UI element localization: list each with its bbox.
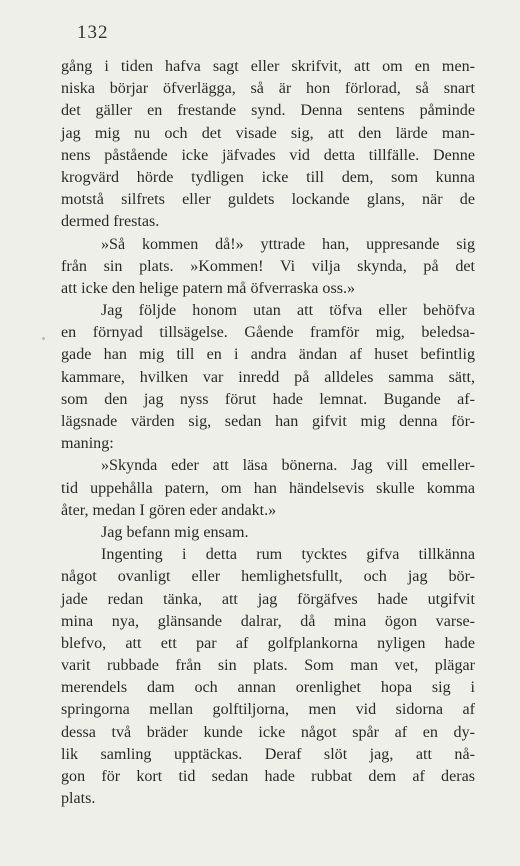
text-line: krogvärd hörde tydligen icke till dem, som kunna [61, 168, 475, 186]
text-line: tid uppehålla patern, om han händelsevis skulle komma [61, 479, 475, 497]
text-line: »Skynda eder att läsa bönerna. Jag vill emeller- [101, 457, 475, 475]
paper-speck [42, 337, 45, 340]
text-line: lägsnade värden sig, sedan han gifvit mig denna för- [61, 413, 475, 430]
text-line: springorna mellan golftiljorna, men vid sidorna af [61, 701, 475, 719]
text-line: kammare, hvilken var inredd på alldeles samma sätt, [61, 368, 475, 386]
text-line: som den jag nyss förut hade lemnat. Bugande af- [61, 390, 475, 408]
text-line: nens påstående icke jäfvades vid detta tillfälle. Denne [61, 146, 475, 164]
text-line: en förnyad tillsägelse. Gående framför mig, beledsa- [61, 324, 475, 342]
text-line: plats. [61, 790, 96, 808]
text-line: dessa två bräder kunde icke något spår af en dy- [61, 723, 475, 741]
text-line: lik samling upptäckas. Deraf slöt jag, att nå- [61, 745, 475, 763]
text-line: »Så kommen då!» yttrade han, uppresande sig [101, 235, 475, 253]
text-line: Ingenting i detta rum tycktes gifva tillkänna [101, 546, 475, 564]
text-line: varit rubbade från sin plats. Som man vet, plägar [61, 657, 475, 675]
text-line: det gäller en frestande synd. Denna sentens påminde [61, 102, 475, 120]
text-line: motstå silfrets eller guldets lockande glans, när de [61, 191, 475, 209]
text-line: dermed frestas. [61, 213, 160, 231]
text-line: blefvo, att ett par af golfplankorna nyligen hade [61, 634, 475, 652]
page-number: 132 [77, 22, 109, 43]
text-line: Jag följde honom utan att töfva eller behöfva [101, 302, 475, 320]
text-line: gång i tiden hafva sagt eller skrifvit, att om en men- [61, 58, 475, 75]
text-line: maning: [61, 435, 114, 453]
text-line: åter, medan I gören eder andakt.» [61, 501, 277, 519]
text-line: gon för kort tid sedan hade rubbat dem af deras [61, 768, 475, 785]
text-line: Jag befann mig ensam. [101, 523, 249, 541]
text-line: niska börjar öfverlägga, så är hon förlorad, så snart [61, 80, 475, 98]
text-line: gade han mig till en i andra ändan af huset befintlig [61, 346, 475, 364]
text-line: att icke den helige patern må öfverraska oss.» [61, 279, 356, 297]
text-line: jade redan tänka, att jag förgäfves hade utgifvit [61, 590, 475, 608]
text-line: mina nya, glänsande dalrar, då mina ögon varse- [61, 612, 475, 630]
body-text [61, 56, 475, 810]
text-line: jag mig nu och det visade sig, att den lärde man- [61, 124, 475, 142]
text-line: från sin plats. »Kommen! Vi vilja skynda, på det [61, 257, 475, 275]
text-line: något ovanligt eller hemlighetsfullt, och jag bör- [61, 568, 475, 586]
text-line: merendels dam och annan orenlighet hopa sig i [61, 679, 475, 697]
